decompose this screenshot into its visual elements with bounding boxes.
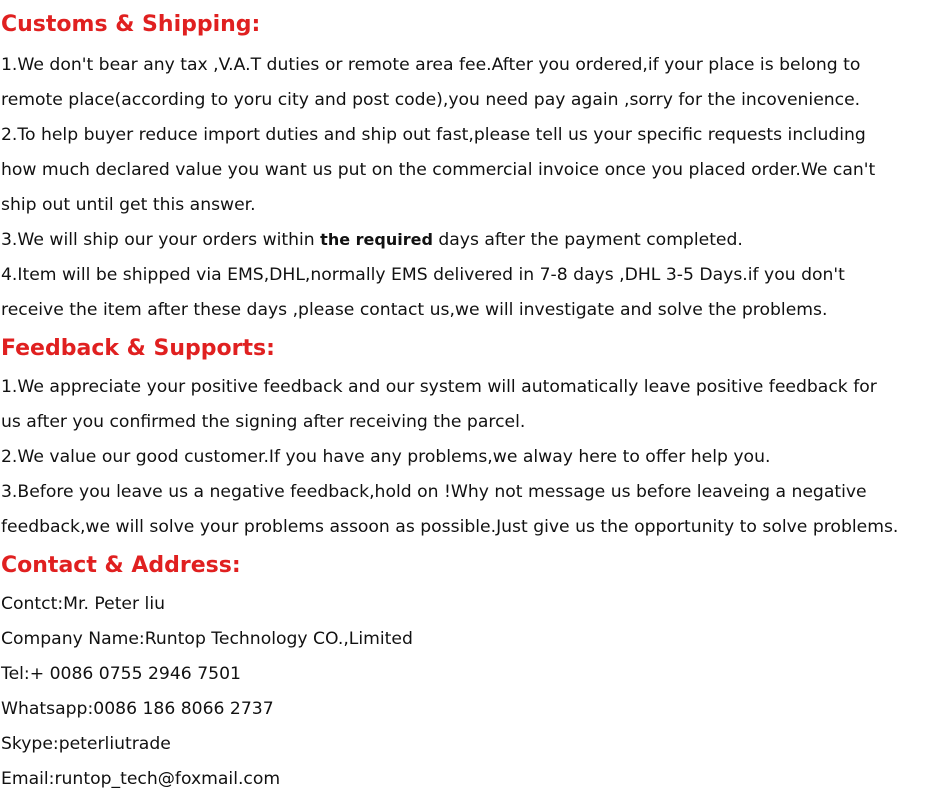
email: Email:runtop_tech@foxmail.com [1,769,281,789]
feedback-line-1: 1.We appreciate your positive feedback and our system will automatically leave positive feedback for [1,377,877,397]
customs-line-6-start: 3.We will ship our your orders within [1,230,321,250]
customs-line-7: 4.Item will be shipped via EMS,DHL,normally EMS delivered in 7-8 days ,DHL 3-5 Days.if you don't [1,265,845,285]
telephone: Tel:+ 0086 0755 2946 7501 [1,664,241,684]
feedback-line-4: 3.Before you leave us a negative feedback,hold on !Why not message us before leaveing a negative [1,482,867,502]
skype: Skype:peterliutrade [1,734,171,754]
feedback-line-3: 2.We value our good customer.If you have any problems,we alway here to offer help you. [1,447,771,467]
whatsapp: Whatsapp:0086 186 8066 2737 [1,699,274,719]
feedback-line-5: feedback,we will solve your problems assoon as possible.Just give us the opportunity to solve problems. [1,517,899,537]
customs-line-6-end: days after the payment completed. [432,230,743,250]
feedback-supports-heading: Feedback & Supports: [1,336,275,361]
company-name: Company Name:Runtop Technology CO.,Limited [1,629,413,649]
customs-line-3: 2.To help buyer reduce import duties and ship out fast,please tell us your specific requests including [1,125,866,145]
customs-line-5: ship out until get this answer. [1,195,256,215]
required-days-emphasis: the required [320,230,433,249]
customs-line-1: 1.We don't bear any tax ,V.A.T duties or remote area fee.After you ordered,if your place is belong to [1,55,861,75]
customs-line-4: how much declared value you want us put on the commercial invoice once you placed order.We can't [1,160,876,180]
contact-address-heading: Contact & Address: [1,553,241,578]
customs-line-2: remote place(according to yoru city and post code),you need pay again ,sorry for the incovenience. [1,90,861,110]
customs-line-6 [1,228,743,252]
customs-shipping-heading: Customs & Shipping: [1,12,261,37]
feedback-line-2: us after you confirmed the signing after receiving the parcel. [1,412,526,432]
contact-person: Contct:Mr. Peter liu [1,594,165,614]
customs-line-8: receive the item after these days ,please contact us,we will investigate and solve the problems. [1,300,828,320]
